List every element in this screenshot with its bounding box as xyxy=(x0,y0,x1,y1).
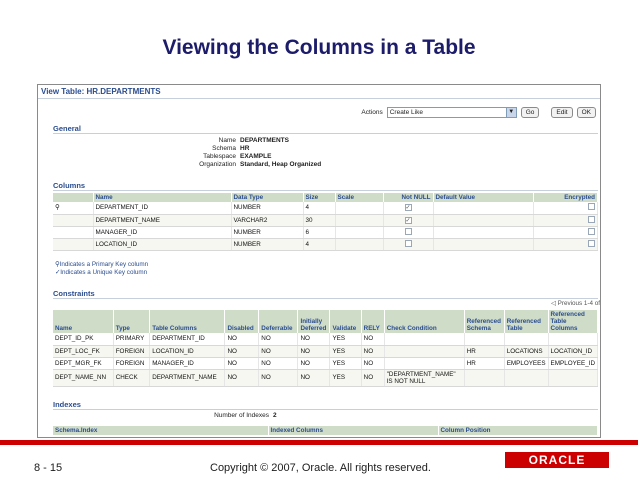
oracle-logo: ORACLE xyxy=(505,452,609,468)
column-header: Size xyxy=(303,193,335,202)
table-row xyxy=(53,345,598,357)
table-row xyxy=(53,226,598,238)
column-header: Disabled xyxy=(225,310,259,333)
constraint-columns: DEPARTMENT_NAME xyxy=(150,369,225,386)
field-value: DEPARTMENTS xyxy=(240,137,289,144)
encrypted-checkbox xyxy=(588,240,595,247)
ref-schema: HR xyxy=(464,345,504,357)
column-default xyxy=(433,226,533,238)
constraint-deferred: NO xyxy=(298,357,330,369)
not-null-checkbox xyxy=(405,240,412,247)
column-header: Referenced Schema xyxy=(464,310,504,333)
copyright: Copyright © 2007, Oracle. All rights reserved. xyxy=(210,462,431,474)
column-header: Check Condition xyxy=(384,310,464,333)
column-type: NUMBER xyxy=(231,226,303,238)
ref-table xyxy=(504,333,548,345)
general-field-row xyxy=(90,161,321,169)
column-size: 6 xyxy=(303,226,335,238)
encrypted-checkbox xyxy=(588,228,595,235)
table-row xyxy=(53,238,598,250)
constraint-type: CHECK xyxy=(113,369,149,386)
general-field-row xyxy=(90,153,321,161)
index-count-label: Number of Indexes xyxy=(214,412,269,419)
key-icon xyxy=(53,226,93,238)
column-size: 4 xyxy=(303,202,335,214)
column-type: VARCHAR2 xyxy=(231,214,303,226)
column-scale xyxy=(335,214,383,226)
legend xyxy=(55,261,148,277)
constraint-check xyxy=(384,333,464,345)
constraint-validate: YES xyxy=(330,333,361,345)
not-null-checkbox xyxy=(405,228,412,235)
footer-bar xyxy=(0,440,638,445)
constraint-name: DEPT_MGR_FK xyxy=(53,357,113,369)
pager[interactable] xyxy=(551,300,600,307)
constraint-check xyxy=(384,345,464,357)
slide-title: Viewing the Columns in a Table xyxy=(162,36,476,59)
encrypted-checkbox xyxy=(588,216,595,223)
column-scale xyxy=(335,202,383,214)
constraint-deferrable: NO xyxy=(259,369,298,386)
column-header: Name xyxy=(53,310,113,333)
key-icon xyxy=(53,238,93,250)
key-icon xyxy=(53,214,93,226)
legend-unique xyxy=(55,269,148,277)
column-header: Deferrable xyxy=(259,310,298,333)
constraint-rely: NO xyxy=(361,369,384,386)
constraint-deferrable: NO xyxy=(259,357,298,369)
chevron-down-icon[interactable]: ▼ xyxy=(506,108,516,117)
column-default xyxy=(433,214,533,226)
constraint-validate: YES xyxy=(330,357,361,369)
column-header: Referenced Table Columns xyxy=(548,310,597,333)
index-count xyxy=(123,412,277,420)
column-header: Table Columns xyxy=(150,310,225,333)
field-value: HR xyxy=(240,145,250,152)
ref-table: LOCATIONS xyxy=(504,345,548,357)
not-null-checkbox: ✓ xyxy=(405,205,411,212)
column-header: Column Position xyxy=(438,426,598,435)
column-default xyxy=(433,238,533,250)
constraint-columns: DEPARTMENT_ID xyxy=(150,333,225,345)
constraint-deferred: NO xyxy=(298,333,330,345)
field-value: EXAMPLE xyxy=(240,153,272,160)
ref-columns: LOCATION_ID xyxy=(548,345,597,357)
column-name: MANAGER_ID xyxy=(93,226,231,238)
field-value: Standard, Heap Organized xyxy=(240,161,322,168)
legend-primary-text: Indicates a Primary Key column xyxy=(59,261,149,268)
column-header: Schema.Index xyxy=(53,426,268,435)
legend-unique-text: Indicates a Unique Key column xyxy=(60,269,148,276)
column-header: Initially Deferred xyxy=(298,310,330,333)
pager-text: Previous 1-4 of xyxy=(557,300,600,307)
actions-select[interactable] xyxy=(387,107,517,118)
key-icon: ⚲ xyxy=(55,261,60,268)
ref-columns xyxy=(548,333,597,345)
column-size: 4 xyxy=(303,238,335,250)
column-type: NUMBER xyxy=(231,202,303,214)
field-label: Schema xyxy=(212,145,236,152)
ok-button[interactable]: OK xyxy=(577,107,596,118)
go-button[interactable]: Go xyxy=(521,107,540,118)
column-header: Encrypted xyxy=(533,193,598,202)
column-header: Name xyxy=(93,193,231,202)
constraint-type: FOREIGN xyxy=(113,357,149,369)
view-table-panel xyxy=(37,84,601,438)
column-size: 30 xyxy=(303,214,335,226)
previous-icon[interactable]: ◁ xyxy=(551,300,556,307)
constraint-disabled: NO xyxy=(225,345,259,357)
column-header: RELY xyxy=(361,310,384,333)
constraint-rely: NO xyxy=(361,345,384,357)
ref-columns: EMPLOYEE_ID xyxy=(548,357,597,369)
constraint-validate: YES xyxy=(330,369,361,386)
constraint-type: FOREIGN xyxy=(113,345,149,357)
check-icon: ✓ xyxy=(55,269,61,276)
column-header: Scale xyxy=(335,193,383,202)
column-name: LOCATION_ID xyxy=(93,238,231,250)
table-row xyxy=(53,369,598,386)
column-type: NUMBER xyxy=(231,238,303,250)
indexes-section-title: Indexes xyxy=(53,400,598,410)
constraint-rely: NO xyxy=(361,357,384,369)
constraint-disabled: NO xyxy=(225,369,259,386)
field-label: Name xyxy=(218,137,236,144)
ref-table xyxy=(504,369,548,386)
general-field-row xyxy=(90,145,321,153)
constraint-check xyxy=(384,357,464,369)
column-header: Default Value xyxy=(433,193,533,202)
column-header: Not NULL xyxy=(383,193,433,202)
column-header: Data Type xyxy=(231,193,303,202)
ref-schema xyxy=(464,369,504,386)
constraint-columns: MANAGER_ID xyxy=(150,357,225,369)
column-header: Type xyxy=(113,310,149,333)
ref-schema: HR xyxy=(464,357,504,369)
constraints-table xyxy=(53,310,598,387)
general-fields xyxy=(90,137,321,169)
encrypted-checkbox xyxy=(588,203,595,210)
constraint-validate: YES xyxy=(330,345,361,357)
edit-button[interactable]: Edit xyxy=(551,107,572,118)
constraint-deferrable: NO xyxy=(259,333,298,345)
indexes-table xyxy=(53,426,598,435)
column-header: Referenced Table xyxy=(504,310,548,333)
index-count-value: 2 xyxy=(273,412,277,419)
not-null-checkbox: ✓ xyxy=(405,217,411,224)
ref-columns xyxy=(548,369,597,386)
constraint-rely: NO xyxy=(361,333,384,345)
constraint-deferred: NO xyxy=(298,369,330,386)
column-scale xyxy=(335,226,383,238)
constraint-deferrable: NO xyxy=(259,345,298,357)
general-field-row xyxy=(90,137,321,145)
column-name: DEPARTMENT_ID xyxy=(93,202,231,214)
constraints-section-title: Constraints xyxy=(53,289,598,299)
field-label: Tablespace xyxy=(203,153,236,160)
view-table-header: View Table: HR.DEPARTMENTS xyxy=(38,85,600,99)
constraint-type: PRIMARY xyxy=(113,333,149,345)
constraint-columns: LOCATION_ID xyxy=(150,345,225,357)
general-section-title: General xyxy=(53,124,598,134)
constraint-disabled: NO xyxy=(225,333,259,345)
column-header-key xyxy=(53,193,93,202)
table-row xyxy=(53,357,598,369)
column-name: DEPARTMENT_NAME xyxy=(93,214,231,226)
table-row xyxy=(53,202,598,214)
legend-primary xyxy=(55,261,148,269)
column-header: Validate xyxy=(330,310,361,333)
columns-table xyxy=(53,193,598,251)
table-row xyxy=(53,333,598,345)
page-number: 8 - 15 xyxy=(34,462,63,474)
column-header: Indexed Columns xyxy=(268,426,438,435)
key-icon: ⚲ xyxy=(53,202,93,214)
columns-section-title: Columns xyxy=(53,181,598,191)
ref-table: EMPLOYEES xyxy=(504,357,548,369)
constraint-deferred: NO xyxy=(298,345,330,357)
constraint-name: DEPT_LOC_FK xyxy=(53,345,113,357)
table-row xyxy=(53,214,598,226)
column-default xyxy=(433,202,533,214)
field-label: Organization xyxy=(199,161,236,168)
actions-label: Actions xyxy=(361,108,383,116)
constraint-disabled: NO xyxy=(225,357,259,369)
constraint-check: "DEPARTMENT_NAME" IS NOT NULL xyxy=(384,369,464,386)
actions-bar xyxy=(361,105,596,119)
column-scale xyxy=(335,238,383,250)
constraint-name: DEPT_ID_PK xyxy=(53,333,113,345)
constraint-name: DEPT_NAME_NN xyxy=(53,369,113,386)
actions-selected-value: Create Like xyxy=(389,108,423,116)
ref-schema xyxy=(464,333,504,345)
